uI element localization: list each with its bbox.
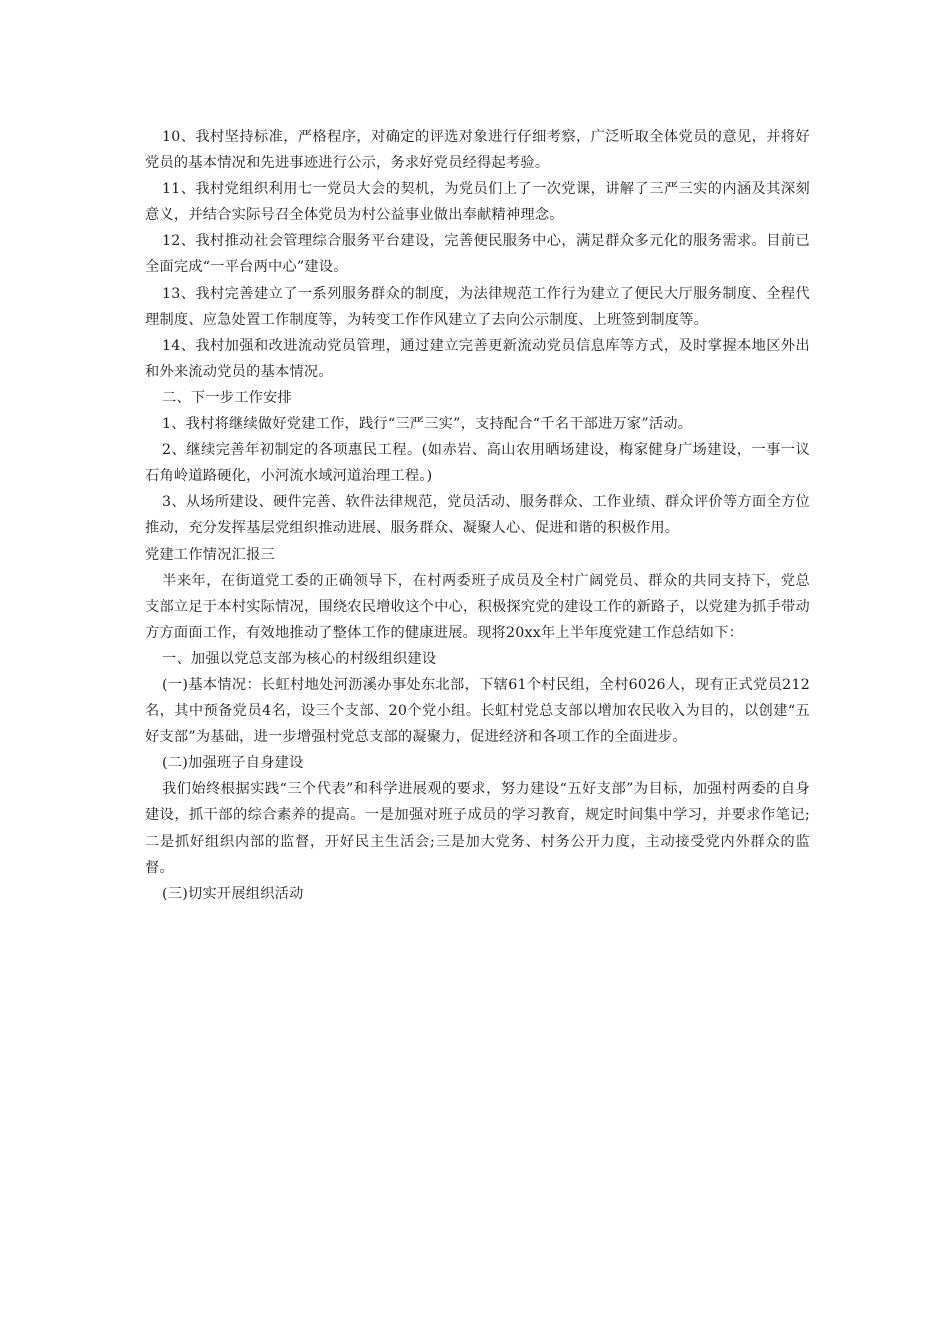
plan-item-3: 3、从场所建设、硬件完善、软件法律规范，党员活动、服务群众、工作业绩、群众评价等方面全方位推动，充分发挥基层党组织推动进展、服务群众、凝聚人心、促进和谐的积极作用。 (145, 494, 810, 537)
section-heading-next-steps: 二、下一步工作安排 (162, 389, 292, 406)
paragraph-item-12: 12、我村推动社会管理综合服务平台建设，完善便民服务中心，满足群众多元化的服务需求。目前已全面完成“一平台两中心”建设。 (145, 233, 810, 276)
document-body (145, 124, 810, 907)
team-building-body: 我们始终根据实践“三个代表”和科学进展观的要求，努力建设“五好支部”为目标，加强村两委的自身建设，抓干部的综合素养的提高。一是加强对班子成员的学习教育，规定时间集中学习，并要求作笔记;二是抓好组织内部的监督，开好民主生活会;三是加大党务、村务公开力度，主动接受党内外群众的监督。 (145, 781, 810, 876)
plan-item-2: 2、继续完善年初制定的各项惠民工程。(如赤岩、高山农用晒场建设，梅家健身广场建设，一事一议石角岭道路硬化，小河流水域河道治理工程。) (145, 442, 810, 485)
paragraph-item-13: 13、我村完善建立了一系列服务群众的制度，为法律规范工作行为建立了便民大厅服务制度、全程代理制度、应急处置工作制度等，为转变工作作风建立了去向公示制度、上班签到制度等。 (145, 285, 810, 328)
report-title: 党建工作情况汇报三 (145, 546, 275, 563)
section-heading-organization: 一、加强以党总支部为核心的村级组织建设 (162, 650, 437, 667)
subsection-basic-info: (一)基本情况：长虹村地处河沥溪办事处东北部，下辖61个村民组，全村6026人，现有正式党员212名，其中预备党员4名，设三个支部、20个党小组。长虹村党总支部以增加农民收入为目的，以创建“五好支部”为基础，进一步增强村党总支部的凝聚力，促进经济和各项工作的全面进步。 (145, 676, 810, 746)
plan-item-1: 1、我村将继续做好党建工作，践行“三严三实”，支持配合“千名干部进万家”活动。 (162, 416, 693, 433)
paragraph-item-14: 14、我村加强和改进流动党员管理，通过建立完善更新流动党员信息库等方式，及时掌握本地区外出和外来流动党员的基本情况。 (145, 337, 810, 380)
report-intro: 半来年，在街道党工委的正确领导下，在村两委班子成员及全村广阔党员、群众的共同支持下，党总支部立足于本村实际情况，围绕农民增收这个中心，积极探究党的建设工作的新路子，以党建为抓手带动方方面面工作，有效地推动了整体工作的健康进展。现将20xx年上半年度党建工作总结如下： (145, 572, 810, 641)
subsection-heading-team-building: (二)加强班子自身建设 (162, 755, 304, 772)
paragraph-item-10: 10、我村坚持标准，严格程序，对确定的评选对象进行仔细考察，广泛听取全体党员的意见，并将好党员的基本情况和先进事迹进行公示，务求好党员经得起考验。 (145, 129, 810, 172)
paragraph-item-11: 11、我村党组织利用七一党员大会的契机，为党员们上了一次党课，讲解了三严三实的内涵及其深刻意义，并结合实际号召全体党员为村公益事业做出奉献精神理念。 (145, 181, 810, 224)
subsection-heading-activities: (三)切实开展组织活动 (162, 885, 304, 902)
